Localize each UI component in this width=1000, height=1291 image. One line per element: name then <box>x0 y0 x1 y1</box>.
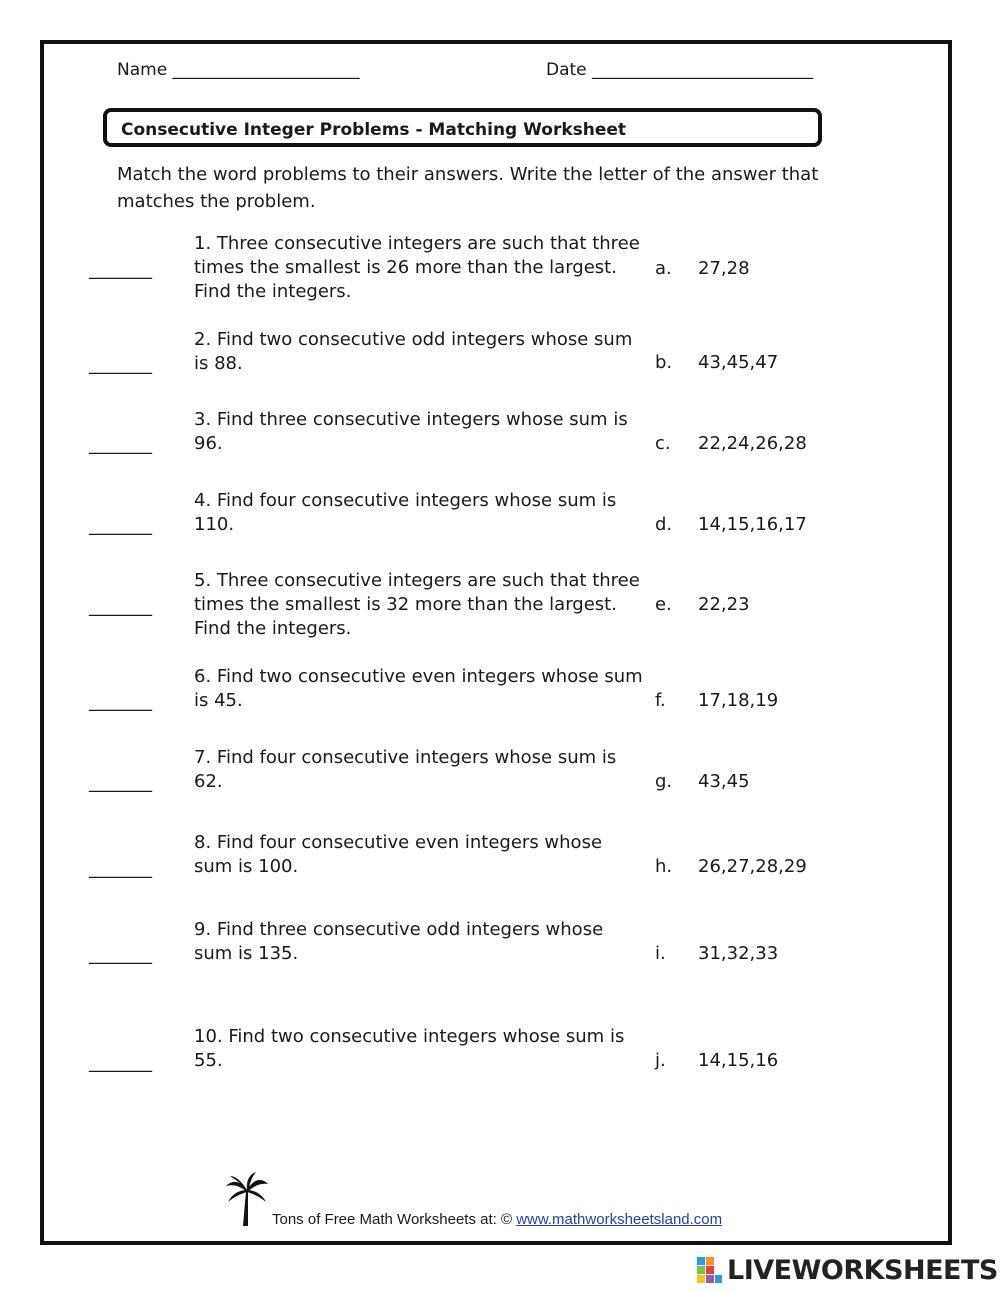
answer-letter-h: h. <box>655 856 673 877</box>
problem-10: 10. Find two consecutive integers whose sum is 55. <box>194 1026 625 1071</box>
answer-j: 14,15,16 <box>698 1050 779 1071</box>
answer-letter-j: j. <box>655 1050 666 1071</box>
answer-letter-i: i. <box>655 943 666 964</box>
page-title: Consecutive Integer Problems - Matching Worksheet <box>121 120 627 140</box>
name-field[interactable]: Name ______________________ <box>117 60 360 80</box>
problem-7: 7. Find four consecutive integers whose sum is 62. <box>194 747 617 792</box>
answer-blank-2[interactable]: _______ <box>89 354 152 375</box>
problem-4: 4. Find four consecutive integers whose sum is 110. <box>194 490 617 535</box>
answer-blank-4[interactable]: _______ <box>89 515 152 536</box>
problem-6: 6. Find two consecutive even integers whose sum is 45. <box>194 666 643 711</box>
title-box <box>103 108 822 147</box>
answer-blank-7[interactable]: _______ <box>89 772 152 793</box>
answer-letter-b: b. <box>655 352 673 373</box>
problem-5: 5. Three consecutive integers are such that three times the smallest is 32 more than the largest. Find the integers. <box>194 570 640 639</box>
answer-i: 31,32,33 <box>698 943 779 964</box>
answer-blank-1[interactable]: _______ <box>89 259 152 280</box>
answer-blank-8[interactable]: _______ <box>89 858 152 879</box>
problem-1: 1. Three consecutive integers are such that three times the smallest is 26 more than the largest. Find the integers. <box>194 233 640 302</box>
footer-text: Tons of Free Math Worksheets at: © <box>272 1211 517 1228</box>
answer-letter-d: d. <box>655 514 673 535</box>
problem-8: 8. Find four consecutive even integers whose sum is 100. <box>194 832 603 877</box>
answer-letter-e: e. <box>655 594 672 615</box>
answer-blank-9[interactable]: _______ <box>89 944 152 965</box>
problem-2: 2. Find two consecutive odd integers whose sum is 88. <box>194 329 633 374</box>
answer-e: 22,23 <box>698 594 750 615</box>
answer-a: 27,28 <box>698 258 750 279</box>
instructions: Match the word problems to their answers. Write the letter of the answer that matches the problem. <box>117 164 819 212</box>
answer-letter-c: c. <box>655 433 671 454</box>
date-field[interactable]: Date __________________________ <box>546 60 814 80</box>
footer-credit <box>272 1211 722 1228</box>
answer-letter-g: g. <box>655 771 673 792</box>
answer-blank-5[interactable]: _______ <box>89 596 152 617</box>
brand-name: LIVEWORKSHEETS <box>727 1255 998 1286</box>
liveworksheets-blocks-icon <box>697 1257 723 1287</box>
answer-blank-6[interactable]: _______ <box>89 691 152 712</box>
answer-blank-3[interactable]: _______ <box>89 434 152 455</box>
answer-b: 43,45,47 <box>698 352 779 373</box>
palm-tree-icon <box>224 1172 270 1228</box>
answer-letter-a: a. <box>655 258 672 279</box>
answer-d: 14,15,16,17 <box>698 514 807 535</box>
answer-f: 17,18,19 <box>698 690 779 711</box>
answer-g: 43,45 <box>698 771 750 792</box>
problem-3: 3. Find three consecutive integers whose sum is 96. <box>194 409 628 454</box>
footer-link[interactable]: www.mathworksheetsland.com <box>516 1211 723 1228</box>
answer-c: 22,24,26,28 <box>698 433 807 454</box>
answer-h: 26,27,28,29 <box>698 856 807 877</box>
problem-9: 9. Find three consecutive odd integers whose sum is 135. <box>194 919 604 964</box>
answer-blank-10[interactable]: _______ <box>89 1052 152 1073</box>
answer-letter-f: f. <box>655 690 666 711</box>
